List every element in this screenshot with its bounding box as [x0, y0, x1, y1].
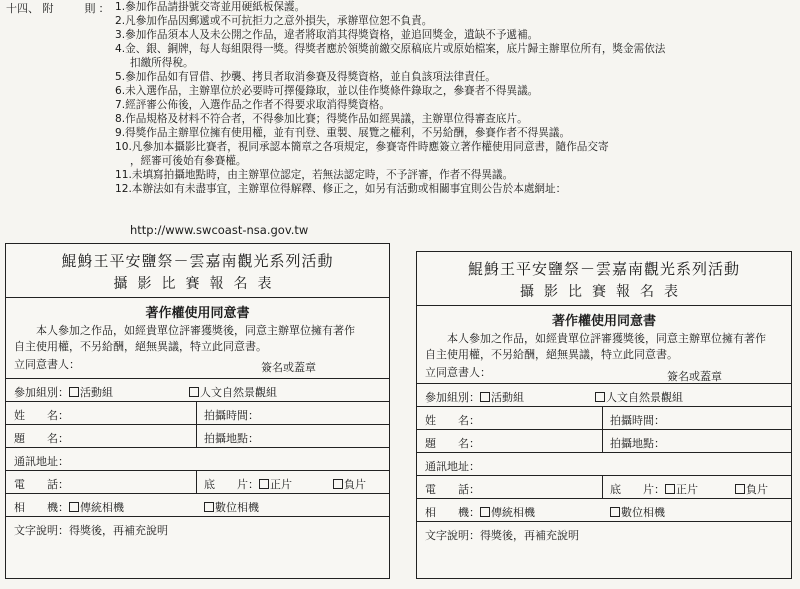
camera-row: [417, 498, 791, 521]
note-item: 11.未填寫拍攝地點時，由主辦單位認定，若無法認定時，不予評審，作者不得異議。: [115, 169, 514, 181]
phone-row: [6, 470, 389, 493]
film-camera-label: 傳統相機: [491, 506, 535, 519]
group-field: [425, 389, 524, 405]
camera-row: [6, 493, 389, 516]
activity-group-label: 活動組: [491, 391, 524, 404]
note-item: ，經審可後始有參賽權。: [130, 155, 247, 167]
name-field[interactable]: 姓 名：: [425, 414, 480, 427]
name-field[interactable]: 姓 名：: [14, 409, 69, 422]
digital-camera-checkbox[interactable]: [610, 507, 620, 517]
note-item: 7.經評審公佈後，入選作品之作者不得要求取消得獎資格。: [115, 99, 390, 111]
divider: [417, 305, 791, 306]
note-item: 12.本辦法如有未盡事宜，主辦單位得解釋、修正之，如另有活動或相關事宜則公告於本處網址：: [115, 183, 567, 195]
agreement-line: 自主使用權，不另給酬，絕無異議，特立此同意書。: [14, 340, 267, 353]
group-label: 參加組別：: [425, 391, 480, 404]
digital-camera-label: 數位相機: [215, 501, 259, 514]
note-item: 5.參加作品如有冒借、抄襲、拷貝者取消參賽及得獎資格，並自負該項法律責任。: [115, 71, 496, 83]
slide-film-label: 正片: [676, 483, 698, 496]
address-field[interactable]: 通訊地址：: [14, 455, 69, 468]
name-row: [417, 406, 791, 429]
slide-film-checkbox[interactable]: [259, 479, 269, 489]
agreement-line: 本人參加之作品，如經貴單位評審獲獎後，同意主辦單位擁有著作: [36, 324, 355, 337]
agreement-title: 著作權使用同意書: [145, 306, 250, 321]
group-row: [417, 383, 791, 406]
negative-film-label: 負片: [746, 483, 768, 496]
column-divider: [602, 407, 603, 429]
signer-row: [417, 363, 791, 383]
digital-camera-option: [610, 504, 665, 520]
scenery-group-option: [595, 389, 683, 405]
notes-heading-label: 附 則：: [42, 2, 113, 15]
scenery-group-option: [189, 384, 277, 400]
slide-film-label: 正片: [270, 478, 292, 491]
negative-film-checkbox[interactable]: [333, 479, 343, 489]
divider: [6, 297, 389, 298]
scenery-group-label: 人文自然景觀組: [606, 391, 683, 404]
agreement-text: [417, 329, 791, 363]
group-label: 參加組別：: [14, 386, 69, 399]
film-label: 底 片：: [204, 478, 259, 491]
caption-field[interactable]: 文字說明：得獎後，再補充說明: [425, 529, 579, 542]
form-subtitle: 攝影比賽報名表: [113, 276, 282, 292]
shoot-time-field[interactable]: 拍攝時間：: [204, 409, 259, 422]
notes-heading-number: 十四、: [6, 2, 39, 15]
note-item: 扣繳所得稅。: [130, 57, 194, 69]
camera-label: 相 機：: [425, 506, 480, 519]
name-row: [6, 401, 389, 424]
film-camera-checkbox[interactable]: [480, 507, 490, 517]
form-subtitle: 攝影比賽報名表: [520, 284, 688, 300]
agreement-line: 本人參加之作品，如經貴單位評審獲獎後，同意主辦單位擁有著作: [447, 332, 766, 345]
agreement-title: 著作權使用同意書: [551, 314, 656, 329]
activity-group-label: 活動組: [80, 386, 113, 399]
film-label: 底 片：: [610, 483, 665, 496]
shoot-place-field[interactable]: 拍攝地點：: [204, 432, 259, 445]
address-field[interactable]: 通訊地址：: [425, 460, 480, 473]
column-divider: [196, 471, 197, 493]
phone-field[interactable]: 電 話：: [425, 483, 480, 496]
negative-film-checkbox[interactable]: [735, 484, 745, 494]
notes-heading: [6, 0, 113, 16]
website-url: http://www.swcoast-nsa.gov.tw: [130, 223, 309, 237]
signer-row: [6, 355, 389, 378]
digital-camera-option: [204, 499, 259, 515]
note-item: 1.參加作品請掛號交寄並用硬紙板保護。: [115, 1, 306, 13]
notes-section: [0, 0, 800, 240]
film-field: [204, 476, 292, 492]
signature-field[interactable]: 簽名或蓋章: [261, 361, 316, 374]
caption-row: [6, 516, 389, 539]
agreement-line: 自主使用權，不另給酬，絕無異議，特立此同意書。: [425, 348, 678, 361]
group-row: [6, 378, 389, 401]
phone-row: [417, 475, 791, 498]
slide-film-checkbox[interactable]: [665, 484, 675, 494]
signer-label: 立同意書人：: [425, 366, 491, 379]
signature-field[interactable]: 簽名或蓋章: [667, 370, 722, 383]
subject-field[interactable]: 題 名：: [14, 432, 69, 445]
scenery-group-label: 人文自然景觀組: [200, 386, 277, 399]
note-item: 10.凡參加本攝影比賽者，視同承認本簡章之各項規定，參賽寄件時應簽立著作權使用同意書，隨作品交寄: [115, 141, 609, 153]
note-item: 6.未入選作品，主辦單位於必要時可擇優錄取，並以佳作獎條件錄取之，參賽者不得異議。: [115, 85, 539, 97]
shoot-place-field[interactable]: 拍攝地點：: [610, 437, 665, 450]
subject-row: [417, 429, 791, 452]
film-camera-checkbox[interactable]: [69, 502, 79, 512]
film-field: [610, 481, 698, 497]
column-divider: [602, 476, 603, 498]
registration-form-right: [416, 251, 792, 579]
agreement-text: [6, 321, 389, 355]
camera-field: [425, 504, 535, 520]
digital-camera-checkbox[interactable]: [204, 502, 214, 512]
phone-field[interactable]: 電 話：: [14, 478, 69, 491]
camera-label: 相 機：: [14, 501, 69, 514]
signer-label: 立同意書人：: [14, 358, 80, 371]
form-title: 鯤鯓王平安鹽祭－雲嘉南觀光系列活動: [61, 252, 334, 270]
note-item: 8.作品規格及材料不符合者，不得參加比賽；得獎作品如經異議，主辦單位得審查底片。: [115, 113, 528, 125]
caption-row: [417, 521, 791, 544]
registration-form-left: [5, 243, 390, 579]
negative-film-label: 負片: [344, 478, 366, 491]
column-divider: [196, 425, 197, 447]
activity-group-checkbox[interactable]: [69, 387, 79, 397]
shoot-time-field[interactable]: 拍攝時間：: [610, 414, 665, 427]
subject-field[interactable]: 題 名：: [425, 437, 480, 450]
caption-field[interactable]: 文字說明：得獎後，再補充說明: [14, 524, 168, 537]
column-divider: [602, 430, 603, 452]
address-row: [6, 447, 389, 470]
digital-camera-label: 數位相機: [621, 506, 665, 519]
note-item: 4.金、銀、銅牌，每人每組限得一獎。得獎者應於領獎前繳交原稿底片或原始檔案，底片歸主辦單位所有，獎金需依法: [115, 43, 666, 55]
note-item: 3.參加作品須本人及未公開之作品，違者將取消其得獎資格，並追回獎金，遺缺不予遞補。: [115, 29, 539, 41]
column-divider: [196, 402, 197, 424]
film-camera-label: 傳統相機: [80, 501, 124, 514]
negative-film-option: [333, 476, 366, 492]
form-title: 鯤鯓王平安鹽祭－雲嘉南觀光系列活動: [467, 260, 740, 278]
scenery-group-checkbox[interactable]: [595, 392, 605, 402]
group-field: [14, 384, 113, 400]
camera-field: [14, 499, 124, 515]
note-item: 2.凡參加作品因郵遞或不可抗拒力之意外損失，承辦單位恕不負責。: [115, 15, 433, 27]
negative-film-option: [735, 481, 768, 497]
scenery-group-checkbox[interactable]: [189, 387, 199, 397]
activity-group-checkbox[interactable]: [480, 392, 490, 402]
note-item: 9.得獎作品主辦單位擁有使用權，並有刊登、重製、展覽之權利，不另給酬，參賽作者不得異議。: [115, 127, 571, 139]
address-row: [417, 452, 791, 475]
subject-row: [6, 424, 389, 447]
notes-list: [115, 0, 795, 196]
